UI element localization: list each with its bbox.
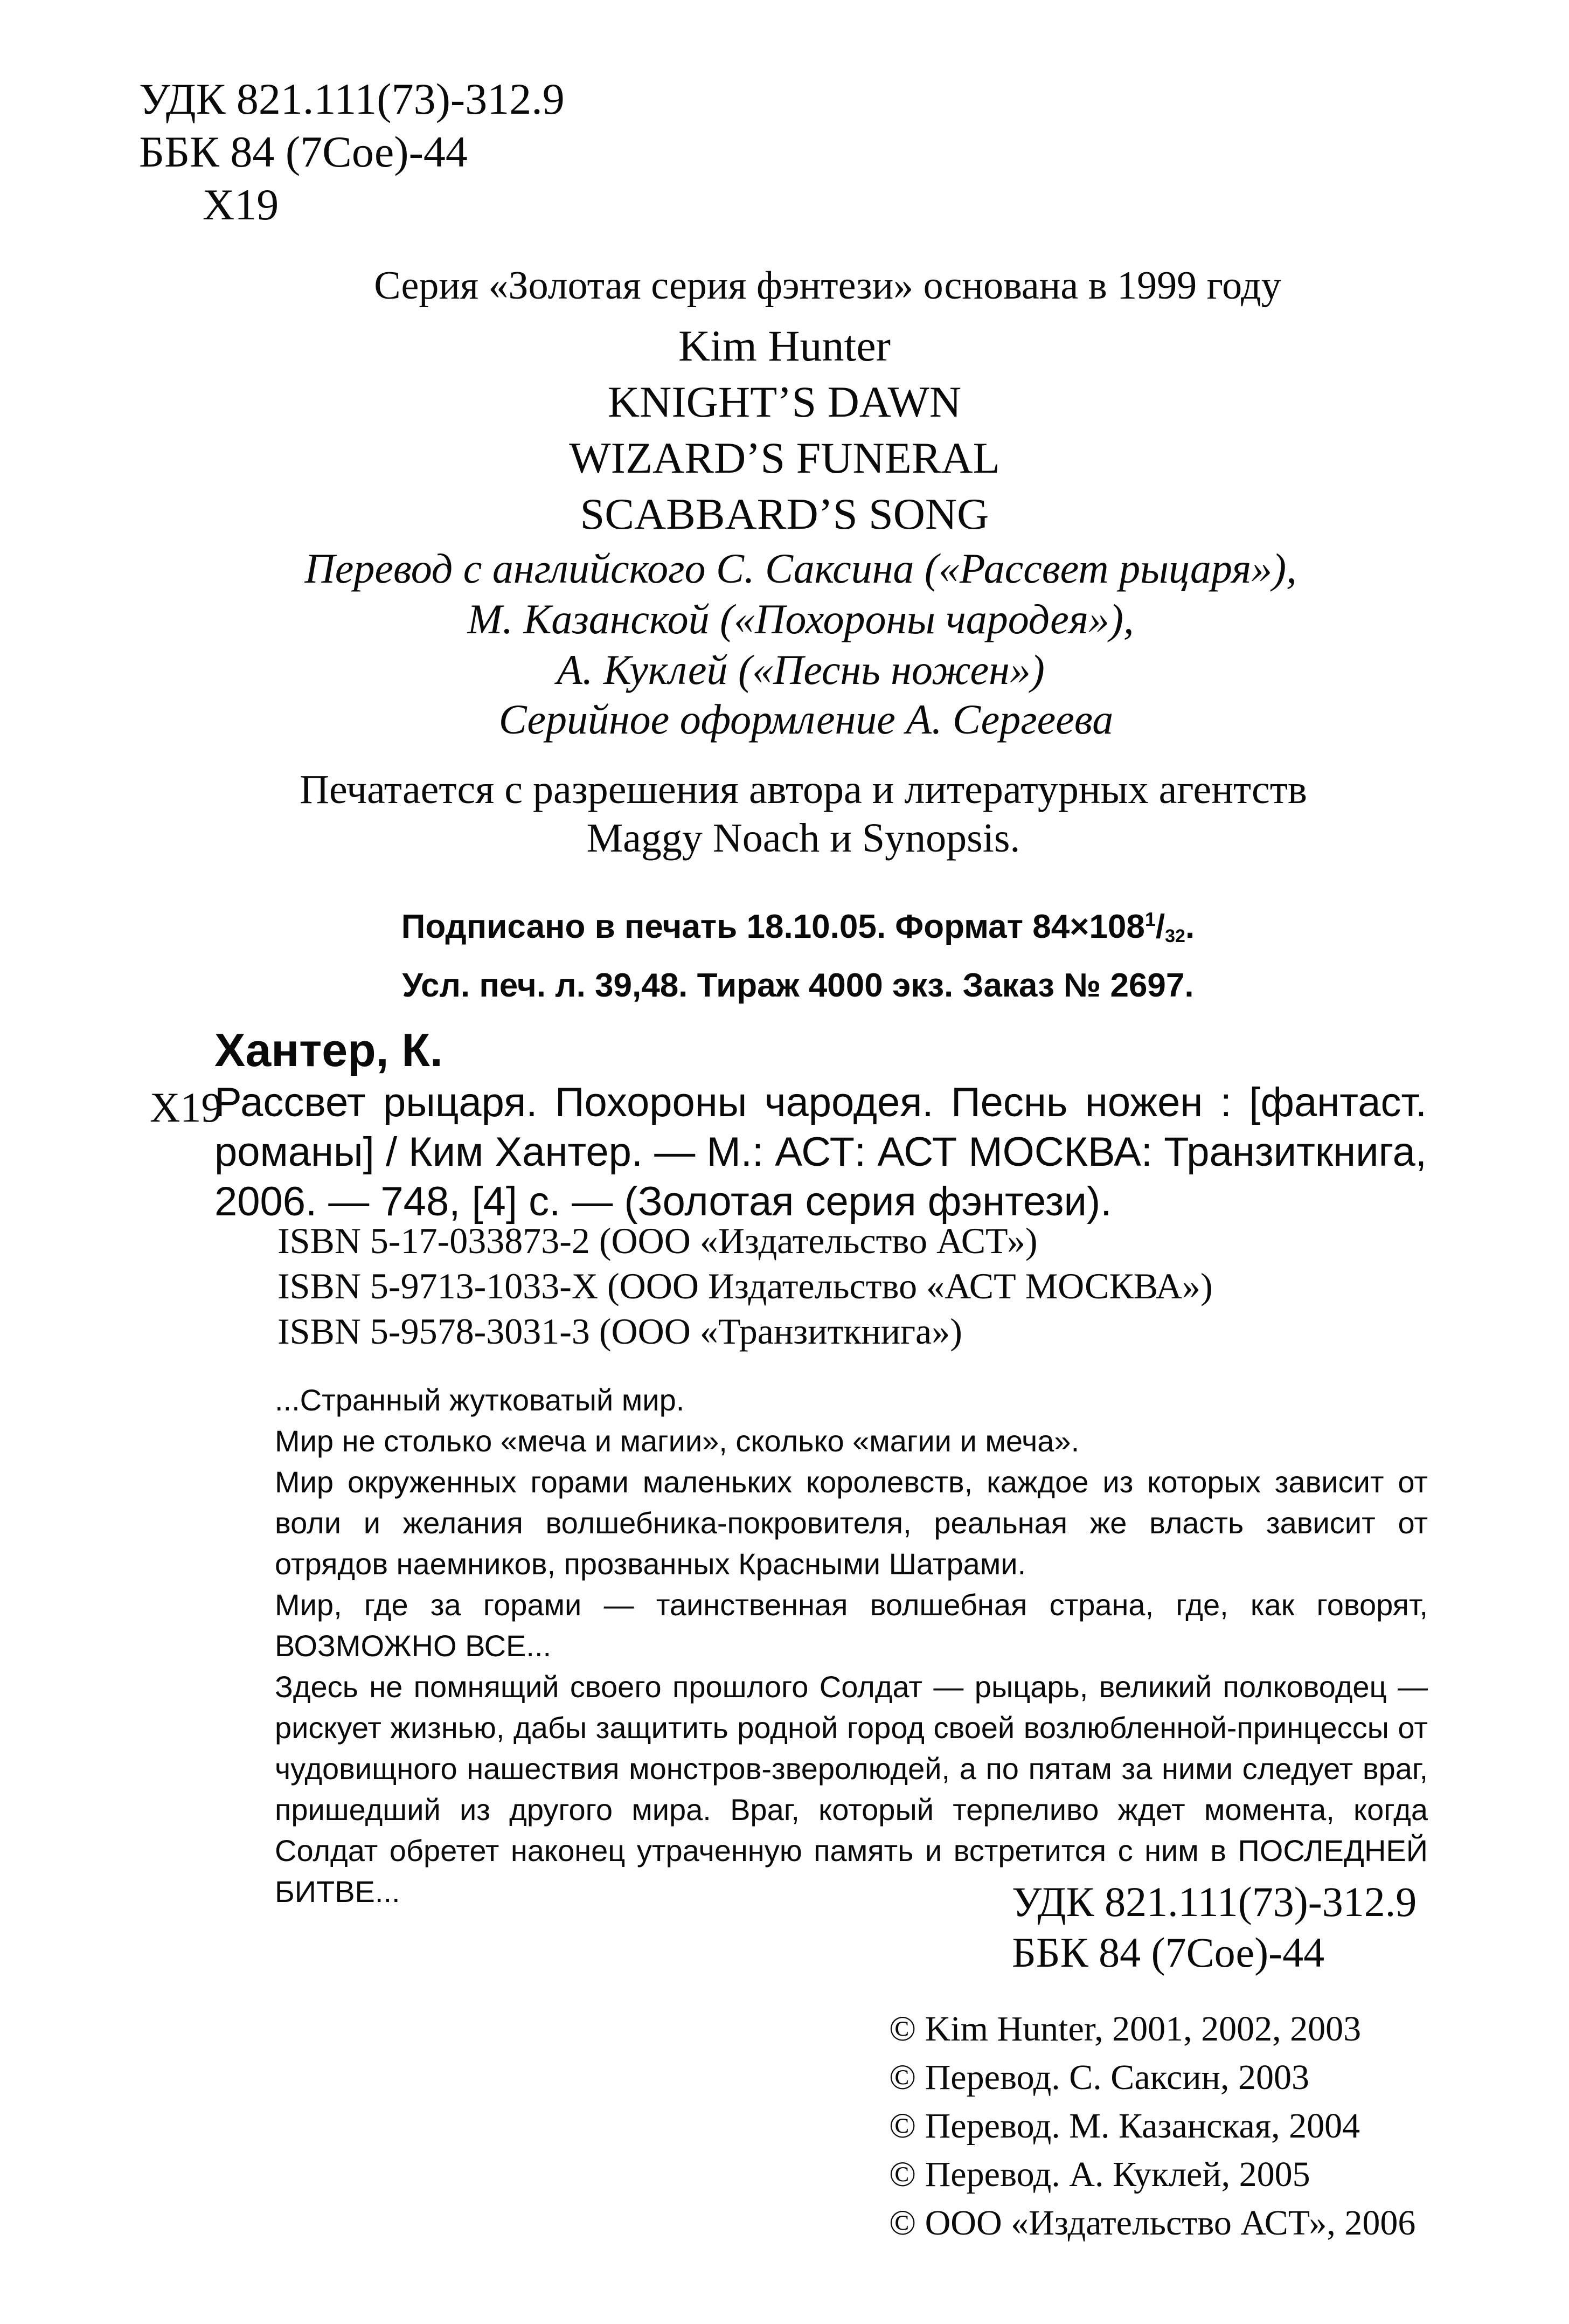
author-sign-code: Х19 (203, 180, 279, 229)
bottom-udk-code: УДК 821.111(73)-312.9 (1012, 1878, 1417, 1925)
annotation-paragraph: Здесь не помнящий своего прошлого Солдат — рыцарь, великий полководец — рискует жизнью, дабы защитить родной город своей возлюбленной-принцессы от чудовищного нашествия монстров-зверолюдей, а по пятам за ними следует враг, пришедший из другого мира. Враг, который терпеливо ждет момента, когда Солдат обретет наконец утраченную память и встретится с ним в ПОСЛЕДНЕЙ БИТВЕ... (275, 1670, 1428, 1908)
bottom-classification (1012, 1877, 1417, 1978)
print-info (13, 895, 1569, 1011)
annotation-paragraph: ...Странный жутковатый мир. (275, 1383, 685, 1417)
annotation-paragraph: Мир, где за горами — таинственная волшебная страна, где, как говорят, ВОЗМОЖНО ВСЕ... (275, 1588, 1428, 1663)
copyright-line: © Перевод. М. Казанская, 2004 (889, 2106, 1360, 2146)
bbk-code: ББК 84 (7Сое)-44 (139, 127, 468, 176)
isbn-list (277, 1218, 1213, 1354)
isbn-ast-moskva: ISBN 5-9713-1033-Х (ООО Издательство «АСТ МОСКВА») (277, 1265, 1213, 1306)
translation-credit-1: Перевод с английского С. Саксина («Рассвет рыцаря»), (304, 545, 1297, 592)
udk-code: УДК 821.111(73)-312.9 (139, 74, 565, 123)
permission-note (19, 765, 1569, 862)
series-note: Серия «Золотая серия фэнтези» основана в 1999 году (374, 264, 1281, 308)
original-title-3: SCABBARD’S SONG (580, 489, 989, 538)
annotation-paragraph: Мир не столько «меча и магии», сколько «магии и меча». (275, 1424, 1080, 1458)
annotation-paragraph: Мир окруженных горами маленьких королевств, каждое из которых зависит от воли и желания волшебника-покровителя, реальная же власть зависит от отрядов наемников, прозванных Красными Шатрами. (275, 1465, 1428, 1581)
biblio-description-text: Рассвет рыцаря. Похороны чародея. Песнь ножен : [фантаст. романы] / Ким Хантер. — М.: АСТ: АСТ МОСКВА: Транзиткнига, 2006. — 748, [4] с. — (Золотая серия фэнтези). (214, 1080, 1427, 1225)
biblio-description (214, 1078, 1427, 1227)
print-info-line-1 (13, 895, 1569, 961)
permission-line-1: Печатается с разрешения автора и литературных агентств (300, 767, 1307, 812)
isbn-ast: ISBN 5-17-033873-2 (ООО «Издательство АСТ») (277, 1220, 1038, 1261)
annotation (275, 1380, 1428, 1912)
print-info-line-1-end: . (1185, 908, 1195, 945)
original-author: Kim Hunter (678, 321, 891, 370)
copyright-line: © Перевод. А. Куклей, 2005 (889, 2155, 1310, 2194)
print-info-line-2: Усл. печ. л. 39,48. Тираж 4000 экз. Заказ № 2697. (402, 967, 1194, 1004)
copyright-line: © Перевод. С. Саксин, 2003 (889, 2058, 1309, 2097)
isbn-tranzitkniga: ISBN 5-9578-3031-3 (ООО «Транзиткнига») (277, 1311, 962, 1352)
translation-credit-3: А. Куклей («Песнь ножен») (557, 646, 1045, 693)
biblio-code: Х19 (150, 1084, 223, 1131)
design-credit: Серийное оформление А. Сергеева (498, 696, 1114, 743)
copyright-line: © Kim Hunter, 2001, 2002, 2003 (889, 2009, 1362, 2049)
bottom-bbk-code: ББК 84 (7Сое)-44 (1012, 1929, 1325, 1976)
original-title-2: WIZARD’S FUNERAL (569, 433, 1000, 482)
classification-block (139, 73, 565, 231)
original-title-1: KNIGHT’S DAWN (607, 377, 962, 426)
copyright-line: © ООО «Издательство АСТ», 2006 (889, 2203, 1416, 2243)
format-fraction-slash: / (1155, 908, 1165, 945)
original-titles-block (0, 318, 1569, 542)
translation-credits (16, 543, 1569, 695)
permission-line-2: Maggy Noach и Synopsis. (586, 815, 1020, 861)
format-fraction-numerator: 1 (1144, 908, 1156, 930)
print-date-format: Подписано в печать 18.10.05. Формат 84×108 (401, 908, 1145, 945)
translation-credit-2: М. Казанской («Похороны чародея»), (467, 596, 1134, 642)
copyright-list (889, 2005, 1415, 2247)
format-fraction-denominator: 32 (1165, 926, 1185, 946)
biblio-author: Хантер, К. (214, 1025, 443, 1076)
